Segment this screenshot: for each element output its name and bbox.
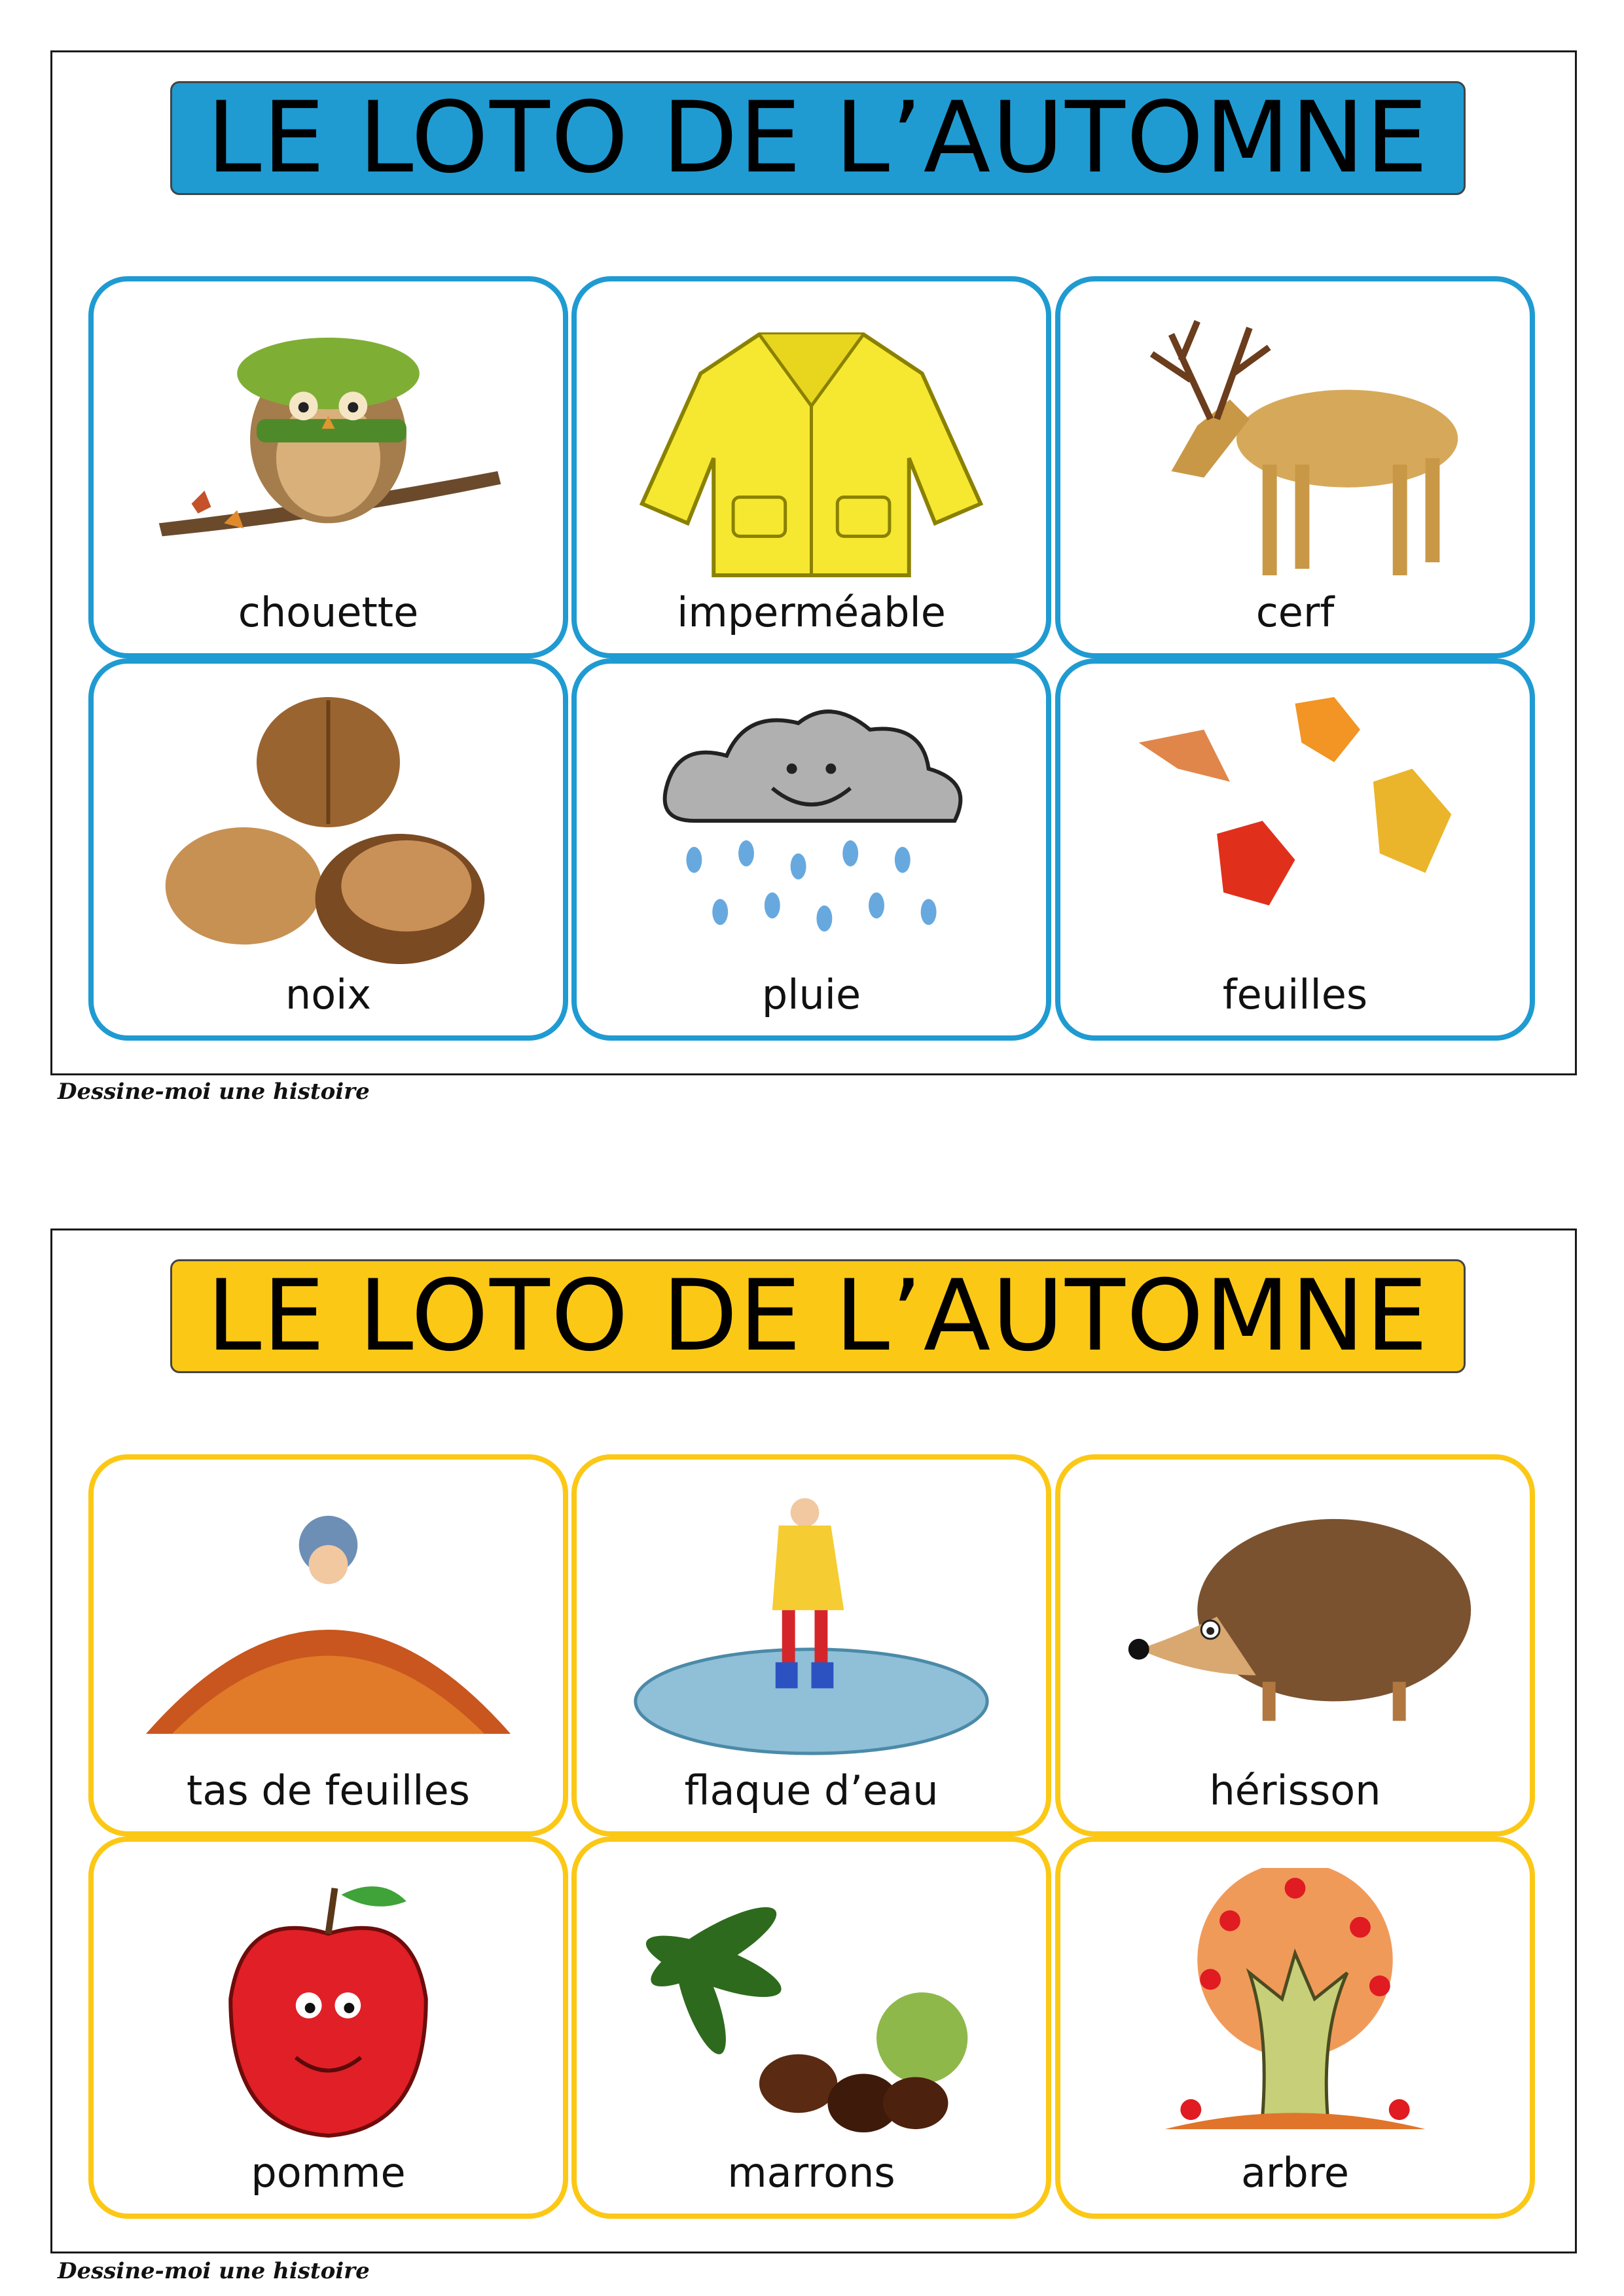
walnut-icon bbox=[133, 690, 524, 971]
card-arbre bbox=[1055, 1837, 1535, 2219]
leaves-icon bbox=[1100, 690, 1490, 971]
card-label: imperméable bbox=[677, 588, 946, 636]
card-label: flaque d’eau bbox=[684, 1767, 939, 1814]
leaf-pile-icon bbox=[133, 1486, 524, 1767]
card-label: hérisson bbox=[1209, 1767, 1381, 1814]
card-label: noix bbox=[285, 971, 372, 1018]
card-tas-de-feuilles bbox=[88, 1454, 568, 1837]
rain-cloud-icon bbox=[616, 690, 1007, 971]
card-pluie bbox=[571, 658, 1051, 1041]
apple-icon bbox=[133, 1868, 524, 2149]
card-cerf bbox=[1055, 276, 1535, 658]
tree-icon bbox=[1100, 1868, 1490, 2149]
chestnuts-icon bbox=[616, 1868, 1007, 2149]
loto-board-yellow bbox=[50, 1229, 1577, 2253]
card-label: arbre bbox=[1240, 2149, 1350, 2197]
board-title: LE LOTO DE L’AUTOMNE bbox=[170, 81, 1466, 195]
deer-icon bbox=[1100, 308, 1490, 589]
card-feuilles bbox=[1055, 658, 1535, 1041]
hedgehog-icon bbox=[1100, 1486, 1490, 1767]
card-impermeable bbox=[571, 276, 1051, 658]
puddle-icon bbox=[616, 1486, 1007, 1767]
raincoat-icon bbox=[616, 308, 1007, 589]
card-herisson bbox=[1055, 1454, 1535, 1837]
card-flaque-d-eau bbox=[571, 1454, 1051, 1837]
card-label: tas de feuilles bbox=[187, 1767, 470, 1814]
card-label: chouette bbox=[238, 588, 419, 636]
card-chouette bbox=[88, 276, 568, 658]
footer-credit: Dessine-moi une histoire bbox=[58, 1079, 370, 1105]
loto-board-blue bbox=[50, 50, 1577, 1075]
card-label: cerf bbox=[1255, 588, 1335, 636]
card-label: pomme bbox=[251, 2149, 406, 2197]
card-marrons bbox=[571, 1837, 1051, 2219]
card-pomme bbox=[88, 1837, 568, 2219]
card-label: pluie bbox=[761, 971, 861, 1018]
card-label: feuilles bbox=[1222, 971, 1368, 1018]
board-title: LE LOTO DE L’AUTOMNE bbox=[170, 1259, 1466, 1373]
owl-icon bbox=[133, 308, 524, 589]
footer-credit: Dessine-moi une histoire bbox=[58, 2258, 370, 2284]
card-noix bbox=[88, 658, 568, 1041]
card-label: marrons bbox=[727, 2149, 895, 2197]
